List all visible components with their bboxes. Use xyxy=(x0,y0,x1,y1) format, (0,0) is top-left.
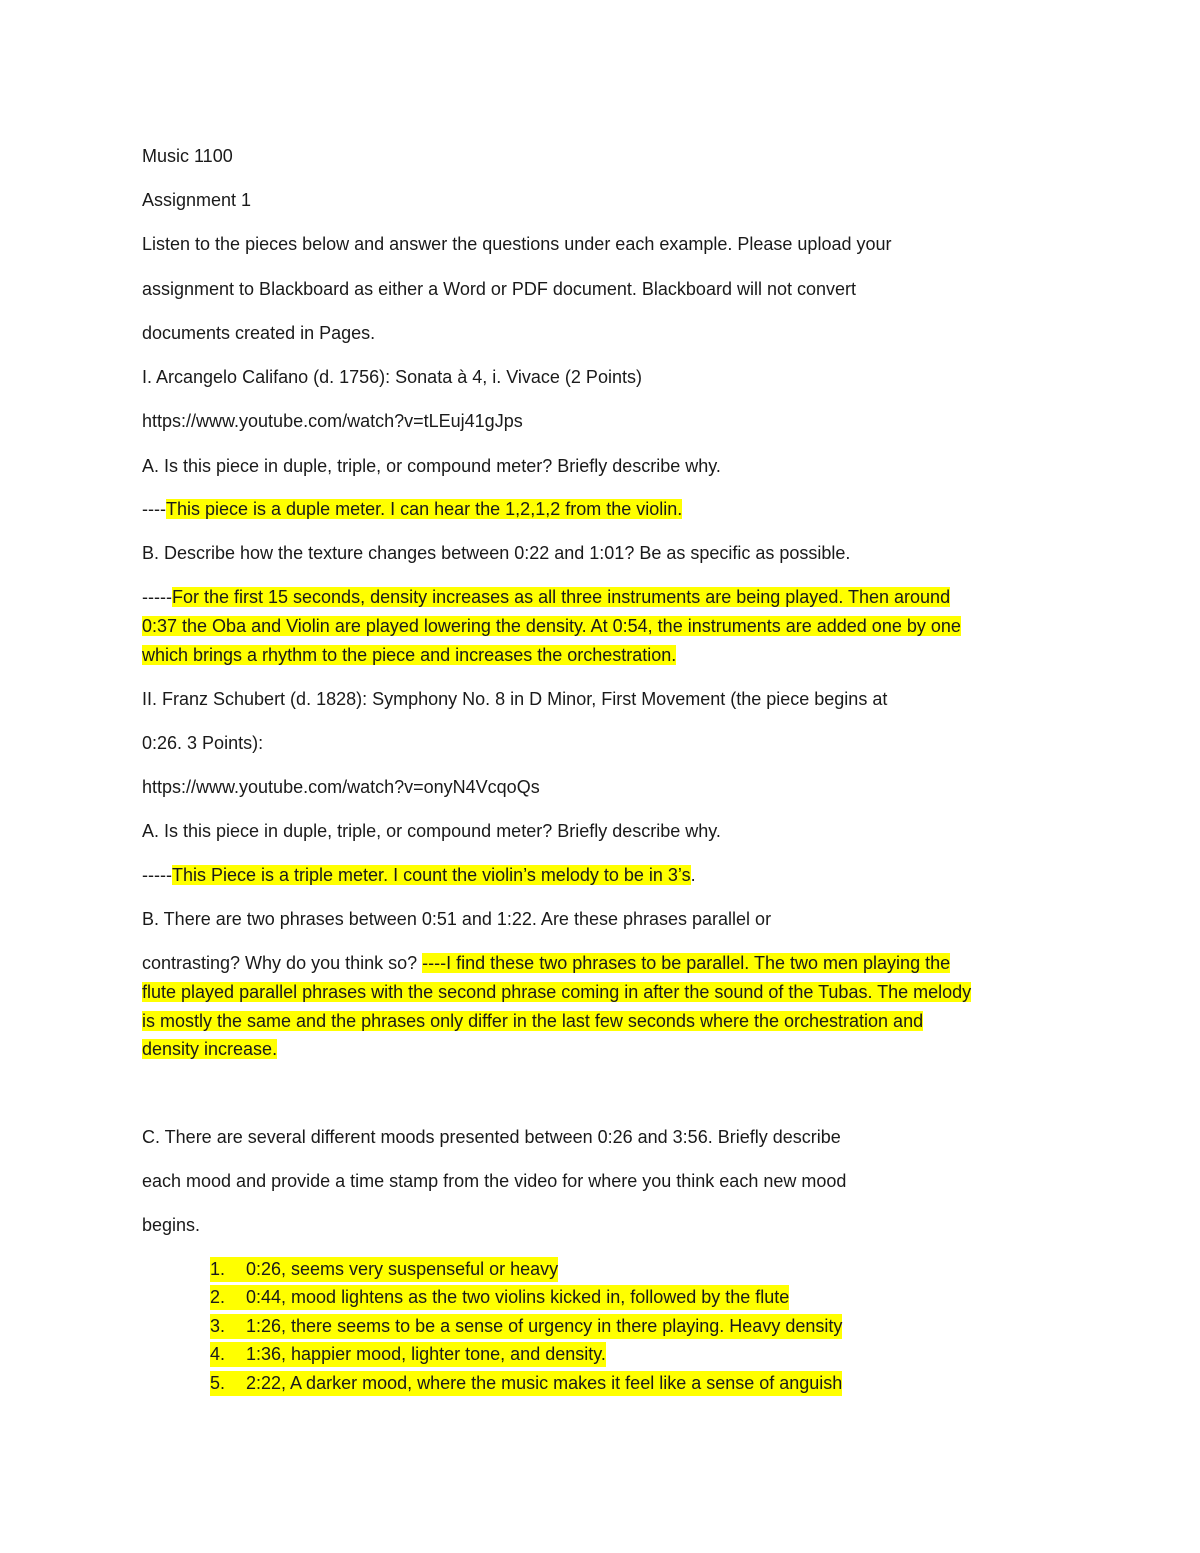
section1-question-a: A. Is this piece in duple, triple, or compound meter? Briefly describe why. xyxy=(142,456,721,476)
section2-question-c-line2: each mood and provide a time stamp from the video for where you think each new mood xyxy=(142,1171,847,1191)
section1-answer-b-line3 xyxy=(142,643,676,667)
answer-text: 0:37 the Oba and Violin are played lowering the density. At 0:54, the instruments are added one by one xyxy=(142,616,961,636)
section1-answer-b-line2 xyxy=(142,614,961,638)
section1-title: I. Arcangelo Califano (d. 1756): Sonata à 4, i. Vivace (2 Points) xyxy=(142,367,642,387)
list-number: 5. xyxy=(210,1373,226,1393)
list-number: 1. xyxy=(210,1259,226,1279)
mood-list-item xyxy=(210,1342,606,1367)
section2-url[interactable]: https://www.youtube.com/watch?v=onyN4VcqoQs xyxy=(142,777,540,797)
section1-question-b: B. Describe how the texture changes between 0:22 and 1:01? Be as specific as possible. xyxy=(142,543,851,563)
list-text: 1:26, there seems to be a sense of urgency in there playing. Heavy density xyxy=(246,1316,843,1336)
list-number: 3. xyxy=(210,1316,226,1336)
list-number: 4. xyxy=(210,1344,226,1364)
answer-text: is mostly the same and the phrases only differ in the last few seconds where the orchestration and xyxy=(142,1011,924,1031)
list-text: 2:22, A darker mood, where the music makes it feel like a sense of anguish xyxy=(246,1373,843,1393)
section2-question-a: A. Is this piece in duple, triple, or compound meter? Briefly describe why. xyxy=(142,821,721,841)
instructions-line: Listen to the pieces below and answer the questions under each example. Please upload your xyxy=(142,234,892,254)
answer-text: which brings a rhythm to the piece and increases the orchestration. xyxy=(142,645,677,665)
list-text: 0:44, mood lightens as the two violins kicked in, followed by the flute xyxy=(246,1287,790,1307)
question-text: contrasting? Why do you think so? xyxy=(142,953,423,973)
mood-list-item xyxy=(210,1257,558,1282)
answer-suffix: . xyxy=(690,865,696,885)
section2-answer-b-line4 xyxy=(142,1037,277,1061)
list-number: 2. xyxy=(210,1287,226,1307)
section1-answer-a xyxy=(142,497,682,521)
answer-text: flute played parallel phrases with the second phrase coming in after the sound of the Tubas. The melody xyxy=(142,982,972,1002)
answer-prefix: ----- xyxy=(142,587,172,607)
mood-list-item xyxy=(210,1314,842,1339)
section1-url[interactable]: https://www.youtube.com/watch?v=tLEuj41gJps xyxy=(142,411,523,431)
answer-text: ----I find these two phrases to be parallel. The two men playing the xyxy=(422,953,951,973)
list-text: 1:36, happier mood, lighter tone, and density. xyxy=(246,1344,606,1364)
answer-prefix: ---- xyxy=(142,499,166,519)
mood-list-item xyxy=(210,1285,789,1310)
section2-title-line2: 0:26. 3 Points): xyxy=(142,733,264,753)
answer-text: This piece is a duple meter. I can hear the 1,2,1,2 from the violin. xyxy=(165,499,683,519)
section2-title-line1: II. Franz Schubert (d. 1828): Symphony No. 8 in D Minor, First Movement (the piece begins at xyxy=(142,689,888,709)
instructions-line: documents created in Pages. xyxy=(142,323,376,343)
section1-answer-b-line1 xyxy=(142,585,950,609)
mood-list-item xyxy=(210,1371,842,1396)
answer-text: density increase. xyxy=(142,1039,278,1059)
section2-question-c-line3: begins. xyxy=(142,1215,201,1235)
assignment-title: Assignment 1 xyxy=(142,190,252,210)
section2-answer-b-line2 xyxy=(142,980,971,1004)
section2-question-b-line2 xyxy=(142,951,950,975)
instructions-line: assignment to Blackboard as either a Word or PDF document. Blackboard will not convert xyxy=(142,279,857,299)
list-text: 0:26, seems very suspenseful or heavy xyxy=(246,1259,559,1279)
answer-text: For the first 15 seconds, density increases as all three instruments are being played. Then around xyxy=(171,587,951,607)
answer-text: This Piece is a triple meter. I count the violin’s melody to be in 3’s xyxy=(171,865,691,885)
section2-answer-a xyxy=(142,863,696,887)
section2-answer-b-line3 xyxy=(142,1009,923,1033)
section2-question-c-line1: C. There are several different moods presented between 0:26 and 3:56. Briefly describe xyxy=(142,1127,841,1147)
answer-prefix: ----- xyxy=(142,865,172,885)
course-title: Music 1100 xyxy=(142,146,233,166)
section2-question-b-line1: B. There are two phrases between 0:51 and 1:22. Are these phrases parallel or xyxy=(142,909,772,929)
